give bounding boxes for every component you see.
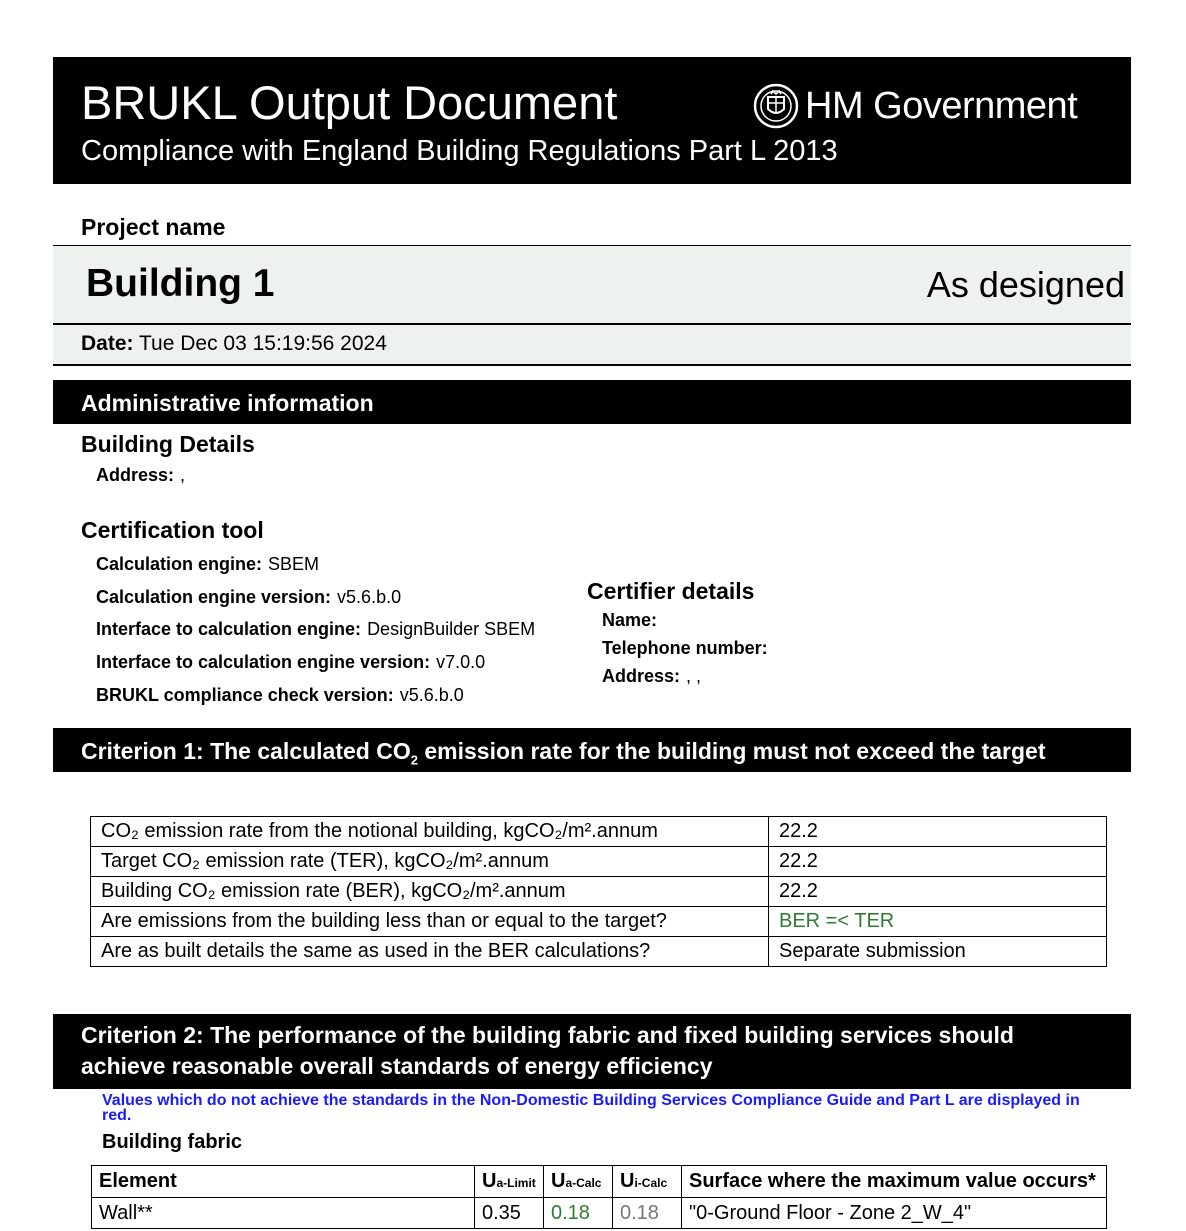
col-u-limit [475, 1166, 544, 1198]
royal-crest-icon [753, 83, 799, 129]
project-date [81, 332, 387, 356]
building-details-heading: Building Details [81, 431, 255, 457]
cert-row-label: Interface to calculation engine version: [96, 652, 431, 672]
row-value-pass: BER =< TER [769, 907, 1107, 937]
row-label: Are emissions from the building less than or equal to the target? [91, 907, 769, 937]
cert-row-label: BRUKL compliance check version: [96, 685, 394, 705]
certification-tool-heading: Certification tool [81, 517, 264, 543]
cert-row [96, 652, 485, 673]
cert-row-label: Calculation engine version: [96, 587, 332, 607]
certifier-address-label: Address: [602, 666, 681, 686]
criterion2-title-line1: Criterion 2: The performance of the building fabric and fixed building services should [81, 1022, 1014, 1048]
building-fabric-table [91, 1165, 1107, 1229]
table-row [91, 907, 1107, 937]
col-u-calc-main: U [551, 1170, 566, 1192]
cert-row-label: Interface to calculation engine: [96, 619, 362, 639]
table-header-row [92, 1166, 1107, 1198]
gov-logo-text: HM Government [805, 85, 1078, 127]
building-address-value: , [180, 465, 186, 485]
certifier-name-label: Name: [602, 610, 658, 630]
row-label: Building CO₂ emission rate (BER), kgCO₂/m².annum [91, 877, 769, 907]
cell-surface: "0-Ground Floor - Zone 2_W_4" [682, 1198, 1107, 1229]
criterion1-title [81, 738, 1045, 768]
col-ui-calc-sub: i-Calc [634, 1176, 668, 1190]
criterion2-title-line2: achieve reasonable overall standards of energy efficiency [81, 1053, 713, 1079]
cell-ui-calc: 0.18 [613, 1198, 682, 1229]
section-admin-header [53, 380, 1131, 424]
table-row [91, 847, 1107, 877]
col-ui-calc [613, 1166, 682, 1198]
criterion1-table [90, 816, 1107, 967]
row-value: 22.2 [769, 817, 1107, 847]
cert-row-value: v5.6.b.0 [337, 587, 402, 607]
table-row [92, 1198, 1107, 1229]
col-u-calc-sub: a-Calc [565, 1176, 602, 1190]
row-value: 22.2 [769, 847, 1107, 877]
certifier-details-heading: Certifier details [587, 578, 755, 604]
date-label: Date: [81, 332, 134, 355]
table-row [91, 937, 1107, 967]
project-status: As designed [926, 264, 1125, 305]
row-label: CO₂ emission rate from the notional building, kgCO₂/m².annum [91, 817, 769, 847]
project-bar [53, 245, 1131, 366]
cell-u-limit: 0.35 [475, 1198, 544, 1229]
certifier-address-value: , , [686, 666, 702, 686]
criterion1-title-sub: 2 [410, 752, 418, 768]
col-u-calc [544, 1166, 613, 1198]
document-subtitle: Compliance with England Building Regulations Part L 2013 [81, 135, 838, 167]
col-u-limit-main: U [482, 1170, 497, 1192]
table-row [91, 877, 1107, 907]
col-u-limit-sub: a-Limit [496, 1176, 536, 1190]
project-name: Building 1 [86, 262, 275, 305]
compliance-note: Values which do not achieve the standards in the Non-Domestic Building Services Compliance Guide and Part L are displayed in red. [102, 1092, 1080, 1124]
cert-row [96, 554, 319, 575]
cell-element: Wall** [92, 1198, 475, 1229]
cert-row-value: v7.0.0 [436, 652, 486, 672]
section-criterion1-header [53, 728, 1131, 772]
cert-row [96, 619, 535, 640]
document-header [53, 57, 1131, 184]
building-address [96, 465, 185, 486]
hm-government-logo [753, 83, 1077, 129]
building-address-label: Address: [96, 465, 175, 485]
cert-row [96, 587, 401, 608]
building-fabric-heading: Building fabric [102, 1131, 242, 1153]
section-admin-title: Administrative information [81, 390, 374, 416]
row-value: 22.2 [769, 877, 1107, 907]
row-value: Separate submission [769, 937, 1107, 967]
criterion1-title-pre: Criterion 1: The calculated CO [81, 738, 411, 764]
divider [53, 323, 1131, 325]
cert-row-value: DesignBuilder SBEM [367, 619, 536, 639]
cert-row-value: SBEM [268, 554, 320, 574]
col-element: Element [92, 1166, 475, 1198]
certifier-address [602, 666, 701, 687]
row-label: Are as built details the same as used in the BER calculations? [91, 937, 769, 967]
certifier-phone-label: Telephone number: [602, 638, 768, 658]
col-surface: Surface where the maximum value occurs* [682, 1166, 1107, 1198]
certifier-phone [602, 638, 774, 659]
certifier-name [602, 610, 663, 631]
document-title: BRUKL Output Document [81, 76, 618, 129]
cert-row-value: v5.6.b.0 [399, 685, 464, 705]
criterion1-title-post: emission rate for the building must not exceed the target [417, 738, 1046, 764]
col-ui-calc-main: U [620, 1170, 635, 1192]
cell-u-calc: 0.18 [544, 1198, 613, 1229]
table-row [91, 817, 1107, 847]
row-label: Target CO₂ emission rate (TER), kgCO₂/m².annum [91, 847, 769, 877]
section-criterion2-header [53, 1014, 1131, 1089]
cert-row [96, 685, 464, 706]
cert-row-label: Calculation engine: [96, 554, 263, 574]
date-value: Tue Dec 03 15:19:56 2024 [138, 332, 387, 355]
project-name-label: Project name [81, 214, 226, 240]
